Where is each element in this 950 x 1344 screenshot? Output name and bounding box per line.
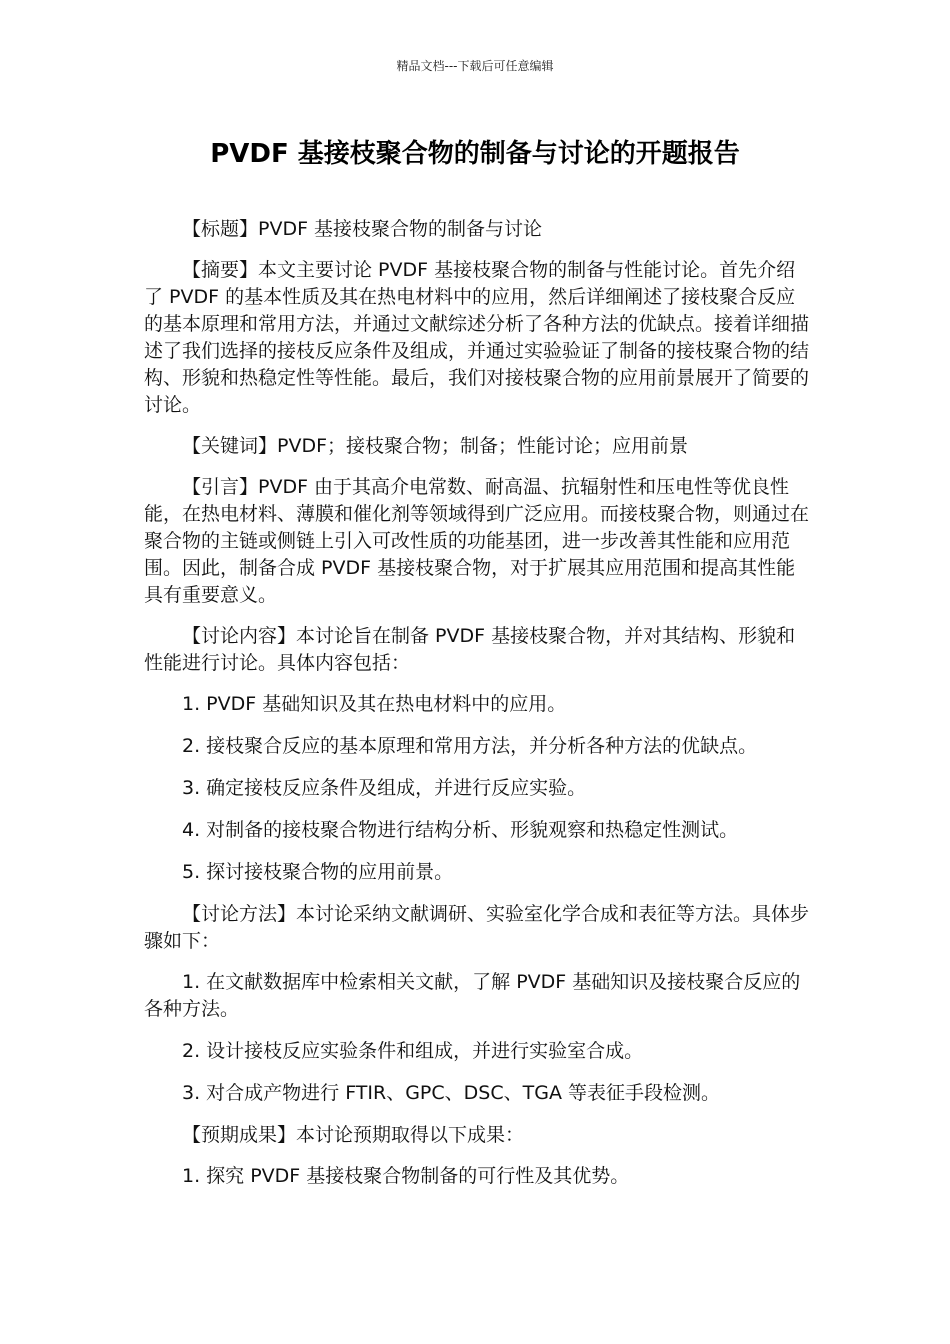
outcome-intro-paragraph: 【预期成果】本讨论预期取得以下成果： — [182, 1124, 525, 1146]
content-list-item: 1. PVDF 基础知识及其在热电材料中的应用。 — [182, 693, 567, 715]
keywords-paragraph: 【关键词】PVDF；接枝聚合物；制备；性能讨论；应用前景 — [182, 435, 689, 457]
abstract-paragraph: 【摘要】本文主要讨论 PVDF 基接枝聚合物的制备与性能讨论。首先介绍了 PVDF 的基本性质及其在热电材料中的应用，然后详细阐述了接枝聚合反应的基本原理和常用方法，并通过文献综述分析了各种方法的优缺点。接着详细描述了我们选择的接枝反应条件及组成，并通过实验验证了制备的接枝聚合物的结构、形貌和热稳定性等性能。最后，我们对接枝聚合物的应用前景展开了简要的讨论。 — [144, 259, 810, 416]
page-header: 精品文档---下载后可任意编辑 — [396, 59, 554, 73]
content-intro-paragraph: 【讨论内容】本讨论旨在制备 PVDF 基接枝聚合物，并对其结构、形貌和性能进行讨论。具体内容包括： — [144, 625, 796, 674]
method-list-item: 2. 设计接枝反应实验条件和组成，并进行实验室合成。 — [182, 1040, 644, 1062]
content-list-item: 5. 探讨接枝聚合物的应用前景。 — [182, 861, 454, 883]
content-list-item: 3. 确定接枝反应条件及组成，并进行反应实验。 — [182, 777, 587, 799]
outcome-list-item: 1. 探究 PVDF 基接枝聚合物制备的可行性及其优势。 — [182, 1165, 630, 1187]
document-body — [144, 216, 810, 1205]
method-list-item: 3. 对合成产物进行 FTIR、GPC、DSC、TGA 等表征手段检测。 — [182, 1082, 720, 1104]
method-list-item: 1. 在文献数据库中检索相关文献，了解 PVDF 基础知识及接枝聚合反应的各种方法。 — [144, 971, 801, 1020]
content-list-item: 2. 接枝聚合反应的基本原理和常用方法，并分析各种方法的优缺点。 — [182, 735, 758, 757]
content-list-item: 4. 对制备的接枝聚合物进行结构分析、形貌观察和热稳定性测试。 — [182, 819, 739, 841]
introduction-paragraph: 【引言】PVDF 由于其高介电常数、耐高温、抗辐射性和压电性等优良性能，在热电材料、薄膜和催化剂等领域得到广泛应用。而接枝聚合物，则通过在聚合物的主链或侧链上引入可改性质的功能基团，进一步改善其性能和应用范围。因此，制备合成 PVDF 基接枝聚合物，对于扩展其应用范围和提高其性能具有重要意义。 — [144, 476, 810, 606]
method-intro-paragraph: 【讨论方法】本讨论采纳文献调研、实验室化学合成和表征等方法。具体步骤如下： — [144, 903, 810, 952]
title-paragraph: 【标题】PVDF 基接枝聚合物的制备与讨论 — [182, 218, 543, 240]
document-title: PVDF 基接枝聚合物的制备与讨论的开题报告 — [210, 139, 740, 169]
